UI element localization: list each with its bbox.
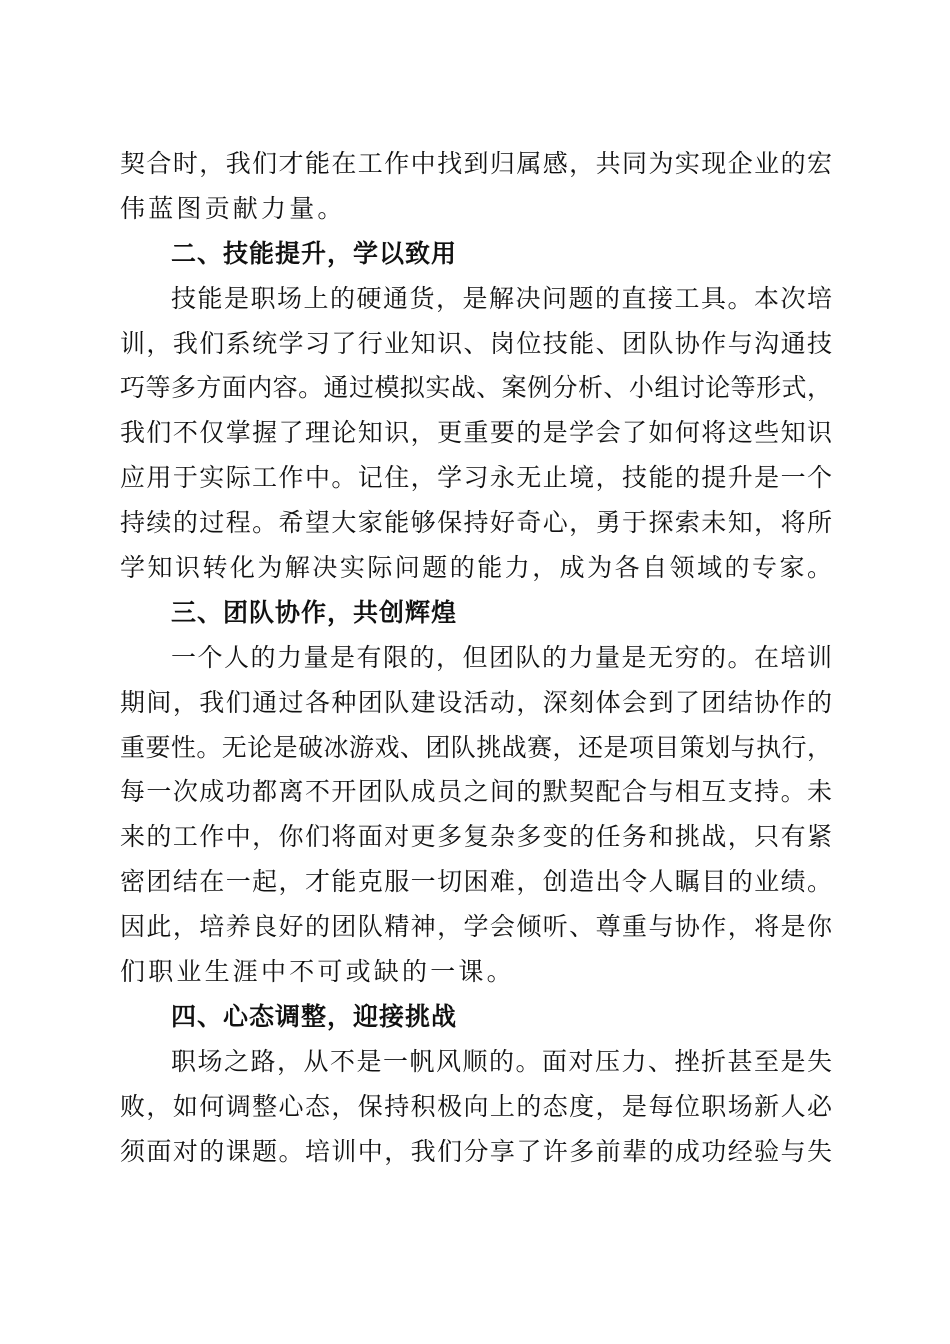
paragraph-line: 职场之路，从不是一帆风顺的。面对压力、挫折甚至是失 [171, 1046, 832, 1076]
paragraph-line: 契合时，我们才能在工作中找到归属感，共同为实现企业的宏 [120, 149, 832, 178]
paragraph-line: 持续的过程。希望大家能够保持好奇心，勇于探索未知，将所 [120, 508, 832, 538]
paragraph-line: 重要性。无论是破冰游戏、团队挑战赛，还是项目策划与执行， [120, 732, 832, 762]
paragraph-line: 一个人的力量是有限的，但团队的力量是无穷的。在培训 [171, 642, 832, 672]
paragraph-line: 应用于实际工作中。记住，学习永无止境，技能的提升是一个 [120, 463, 832, 493]
paragraph-line: 学知识转化为解决实际问题的能力，成为各自领域的专家。 [120, 553, 832, 583]
paragraph-line: 伟蓝图贡献力量。 [120, 193, 346, 223]
paragraph-line: 须面对的课题。培训中，我们分享了许多前辈的成功经验与失 [120, 1136, 832, 1166]
paragraph-line: 密团结在一起，才能克服一切困难，创造出令人瞩目的业绩。 [120, 867, 832, 897]
section-heading-teamwork: 三、团队协作，共创辉煌 [171, 597, 458, 627]
paragraph-line: 来的工作中，你们将面对更多复杂多变的任务和挑战，只有紧 [120, 822, 832, 852]
document-body [120, 142, 832, 1174]
paragraph-line: 我们不仅掌握了理论知识，更重要的是学会了如何将这些知识 [120, 418, 832, 448]
paragraph-line: 们职业生涯中不可或缺的一课。 [120, 957, 515, 987]
paragraph-line: 败，如何调整心态，保持积极向上的态度，是每位职场新人必 [120, 1091, 832, 1121]
paragraph-line: 期间，我们通过各种团队建设活动，深刻体会到了团结协作的 [120, 687, 832, 717]
section-heading-mindset: 四、心态调整，迎接挑战 [171, 1001, 458, 1031]
paragraph-line: 技能是职场上的硬通货，是解决问题的直接工具。本次培 [171, 283, 832, 313]
section-heading-skills: 二、技能提升，学以致用 [171, 238, 458, 268]
paragraph-line: 训，我们系统学习了行业知识、岗位技能、团队协作与沟通技 [120, 328, 832, 358]
paragraph-line: 巧等多方面内容。通过模拟实战、案例分析、小组讨论等形式， [120, 373, 832, 403]
paragraph-line: 每一次成功都离不开团队成员之间的默契配合与相互支持。未 [120, 777, 832, 807]
paragraph-line: 因此，培养良好的团队精神，学会倾听、尊重与协作，将是你 [120, 912, 832, 942]
